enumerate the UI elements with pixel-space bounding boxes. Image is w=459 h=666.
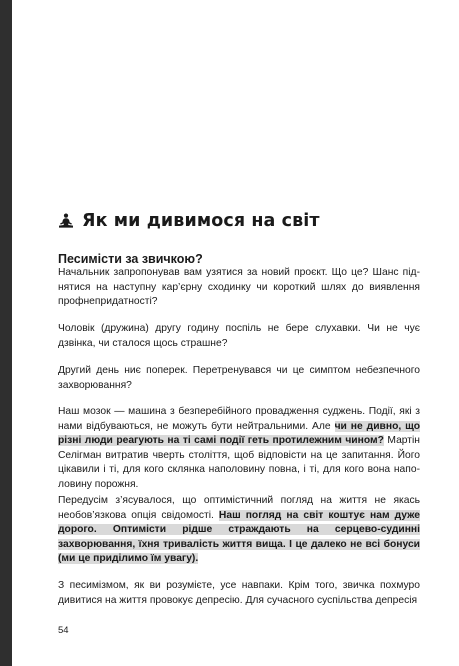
paragraph-3 xyxy=(58,364,420,393)
subheading: Песимісти за звичкою? xyxy=(58,252,203,266)
section-heading xyxy=(58,211,320,231)
page-content xyxy=(58,0,420,666)
paragraph-text: Чоловік (дружина) другу годину поспіль не бере слухавки. Чи не чує дзвінка, чи сталося щось страшне? xyxy=(58,323,420,349)
sidebar-strip xyxy=(0,0,12,666)
paragraph-4 xyxy=(58,405,420,492)
highlighted-text: чи не дивно, що різні люди реагують на ті самі події геть протилежним чином? xyxy=(58,420,420,446)
page-number: 54 xyxy=(58,625,69,636)
paragraph-1 xyxy=(58,266,420,310)
meditation-icon xyxy=(58,213,74,229)
paragraph-2 xyxy=(58,322,420,351)
paragraph-5 xyxy=(58,494,420,567)
paragraph-text: Другий день ниє поперек. Перетренувався чи це симптом небезпечного захворювання? xyxy=(58,365,420,391)
paragraph-text: Наш мозок — машина з безперебійного провадження суджень. Події, які з нами відбуваються, не можуть бути нейтральними. Але xyxy=(58,406,420,432)
highlighted-text: Наш погляд на світ коштує нам дуже дорого. Оптимісти рідше страждають на серцево-судинні захворювання, їхня тривалість життя вища. І це далеко не всі бонуси (ми це приділимо їм увагу). xyxy=(58,509,421,564)
paragraph-text: Передусім з’ясувалося, що оптимістичний погляд на життя не якась необов’язкова опція свідомості. xyxy=(58,495,420,521)
paragraph-6 xyxy=(58,579,420,608)
section-title: Як ми дивимося на світ xyxy=(82,211,320,231)
paragraph-text: Начальник запропонував вам узятися за новий проєкт. Що це? Шанс піднятися на наступну кар’єрну сходинку чи короткий шлях до виявлення профнепридатності? xyxy=(58,267,420,307)
paragraph-text: Мартін Селігман витратив чверть століття, щоб відповісти на це запитання. Його цікавили і ті, для кого склянка наполовину повна, і ті, для кого вона наполовину порожня. xyxy=(58,435,420,490)
paragraph-text: З песимізмом, як ви розумієте, усе навпаки. Крім того, звичка похмуро дивитися на життя провокує депресію. Для сучасного суспільства депресія xyxy=(58,580,420,606)
